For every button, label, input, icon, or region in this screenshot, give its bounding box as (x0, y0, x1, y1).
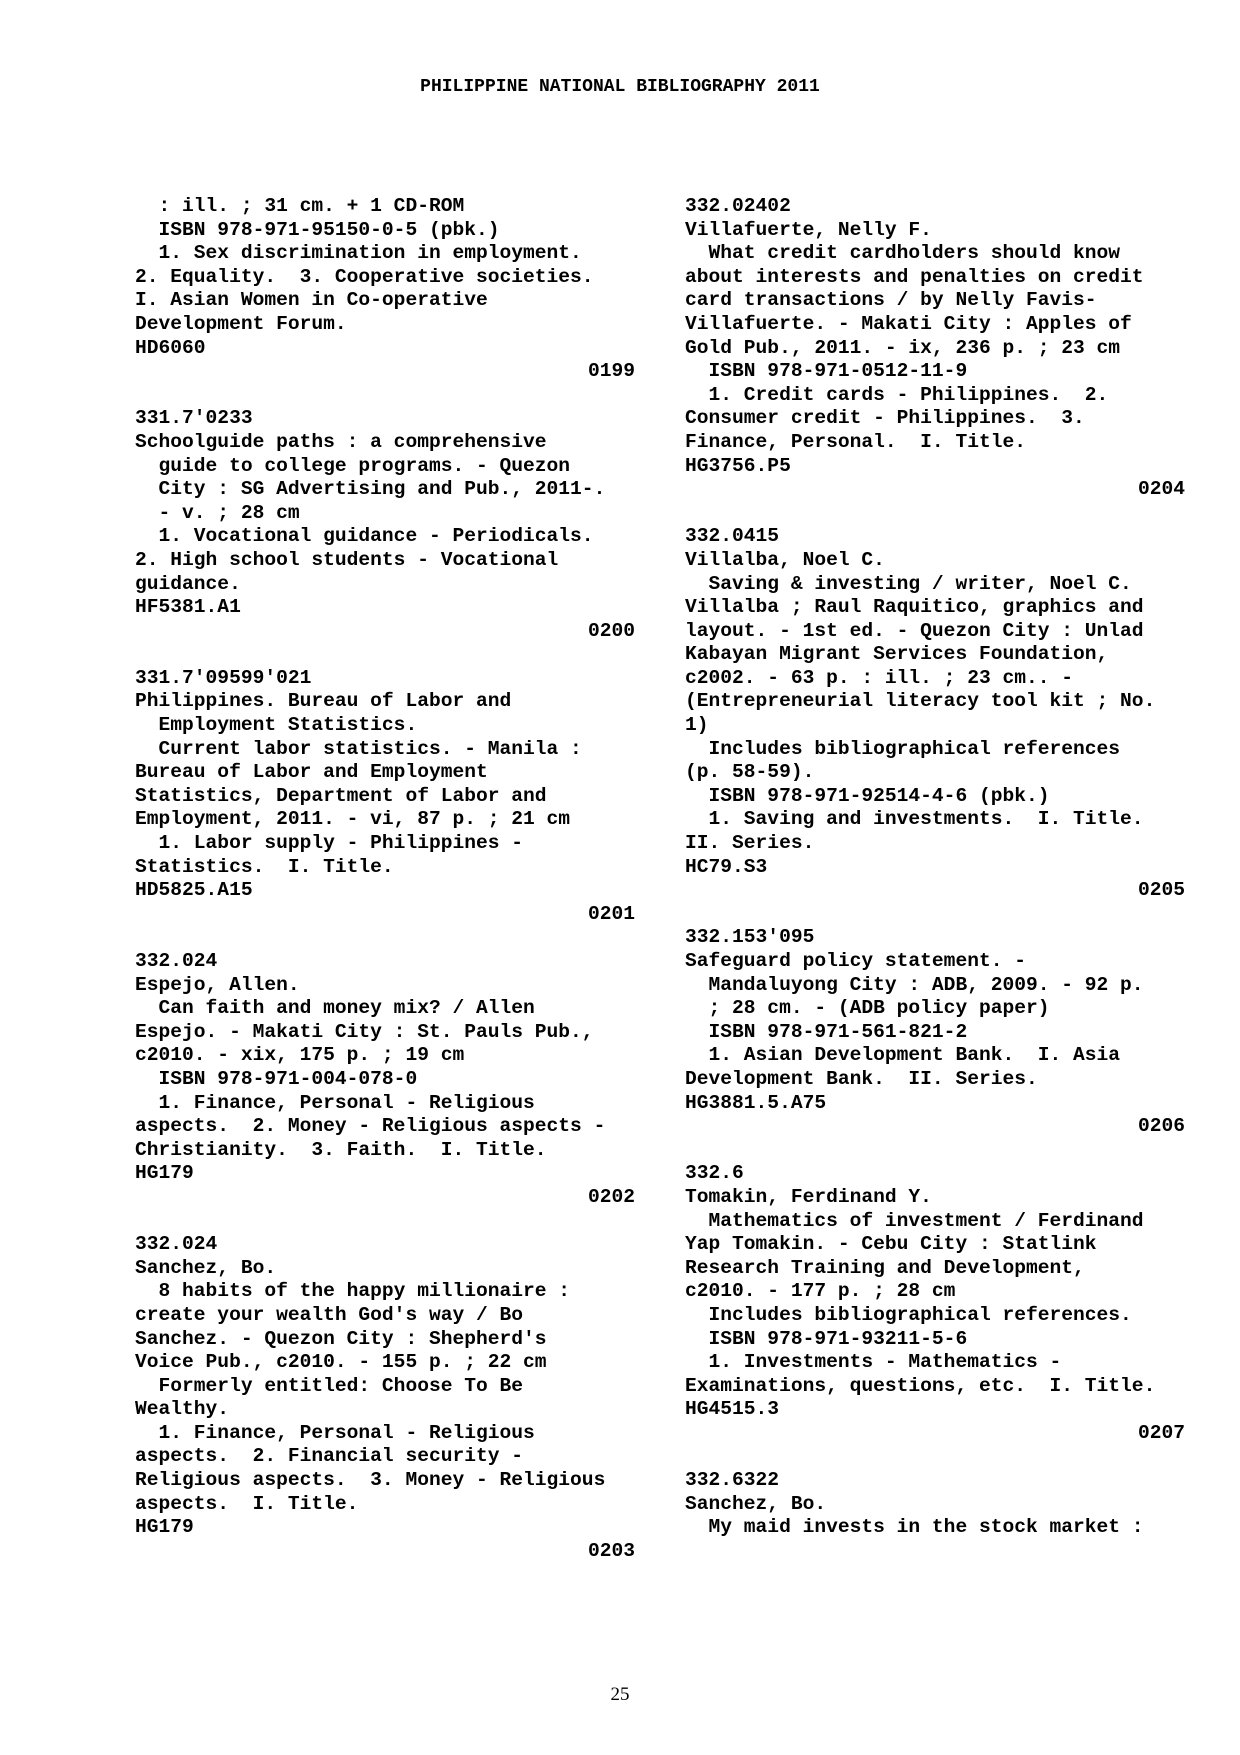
entry-line: ISBN 978-971-0512-11-9 (685, 360, 968, 383)
entry-spacer (685, 1445, 1185, 1469)
bibliography-entry (135, 667, 635, 950)
entry-number: 0202 (587, 1185, 635, 1208)
entry-line: Safeguard policy statement. - (685, 950, 1026, 972)
entry-line: 1) (685, 714, 709, 737)
entry-number: 0206 (1137, 1115, 1185, 1138)
entry-line: Development Bank. II. Series. (685, 1067, 1038, 1090)
entry-line: Religious aspects. 3. Money - Religious (135, 1469, 606, 1492)
entry-line: Examinations, questions, etc. I. Title. (685, 1374, 1156, 1397)
entry-line: 1. Asian Development Bank. I. Asia (685, 1044, 1121, 1067)
entry-line: 8 habits of the happy millionaire : (135, 1280, 571, 1303)
entry-line: 1. Finance, Personal - Religious (135, 1091, 535, 1114)
entry-line: ; 28 cm. - (ADB policy paper) (685, 997, 1050, 1020)
entry-line: Employment Statistics. (135, 714, 418, 737)
entry-line: (p. 58-59). (685, 761, 815, 784)
entry-line: guidance. (135, 572, 241, 595)
entry-line: 332.024 (135, 1233, 218, 1256)
entry-line: ISBN 978-971-004-078-0 (135, 1067, 418, 1090)
entry-line: HG4515.3 (685, 1398, 780, 1421)
entry-number: 0207 (1137, 1421, 1185, 1444)
bibliography-entry (685, 525, 1185, 926)
entry-line: Sanchez, Bo. (685, 1492, 827, 1515)
entry-line: My maid invests in the stock market : (685, 1516, 1144, 1539)
entry-line: aspects. I. Title. (135, 1492, 359, 1515)
entry-line: Wealthy. (135, 1398, 230, 1421)
entry-line: HD5825.A15 (135, 879, 253, 902)
entry-line: create your wealth God's way / Bo (135, 1303, 524, 1326)
entry-spacer (135, 926, 635, 950)
entry-line: aspects. 2. Financial security - (135, 1445, 524, 1468)
entry-line: I. Asian Women in Co-operative (135, 289, 488, 312)
entry-line: ISBN 978-971-92514-4-6 (pbk.) (685, 784, 1050, 807)
entry-line: (Entrepreneurial literacy tool kit ; No. (685, 690, 1156, 713)
entry-line: 332.153'095 (685, 926, 815, 949)
entry-line: Consumer credit - Philippines. 3. (685, 407, 1085, 430)
entry-line: 332.024 (135, 950, 218, 972)
entry-line: Development Forum. (135, 312, 347, 335)
entry-line: layout. - 1st ed. - Quezon City : Unlad (685, 619, 1144, 642)
entry-line: What credit cardholders should know (685, 242, 1121, 265)
entry-line: ISBN 978-971-561-821-2 (685, 1020, 968, 1043)
entry-line: 332.02402 (685, 195, 791, 217)
entry-line: HD6060 (135, 336, 206, 359)
entry-line: HG3881.5.A75 (685, 1091, 827, 1114)
entry-line: guide to college programs. - Quezon (135, 454, 571, 477)
entry-line: Villalba ; Raul Raquitico, graphics and (685, 596, 1144, 619)
entry-line: Research Training and Development, (685, 1256, 1085, 1279)
entry-number: 0203 (587, 1539, 635, 1562)
entry-line: ISBN 978-971-95150-0-5 (pbk.) (135, 218, 500, 241)
entry-line: Can faith and money mix? / Allen (135, 997, 535, 1020)
entry-line: Statistics, Department of Labor and (135, 784, 547, 807)
entry-line: Mandaluyong City : ADB, 2009. - 92 p. (685, 973, 1144, 996)
entry-spacer (135, 1210, 635, 1234)
entry-line: 2. High school students - Vocational (135, 548, 559, 571)
entry-line: 332.6322 (685, 1469, 780, 1492)
entry-line: 1. Finance, Personal - Religious (135, 1421, 535, 1444)
entry-line: Espejo. - Makati City : St. Pauls Pub., (135, 1020, 594, 1043)
entry-line: Gold Pub., 2011. - ix, 236 p. ; 23 cm (685, 336, 1121, 359)
entry-line: City : SG Advertising and Pub., 2011-. (135, 478, 606, 501)
bibliography-entry (135, 407, 635, 667)
entry-line: 1. Vocational guidance - Periodicals. (135, 525, 594, 548)
entry-line: Bureau of Labor and Employment (135, 761, 488, 784)
entry-line: Formerly entitled: Choose To Be (135, 1374, 524, 1397)
entry-spacer (135, 1563, 635, 1587)
entry-spacer (685, 903, 1185, 927)
page-header: PHILIPPINE NATIONAL BIBLIOGRAPHY 2011 (420, 77, 820, 97)
entry-line: 332.0415 (685, 525, 780, 548)
entry-line: Yap Tomakin. - Cebu City : Statlink (685, 1233, 1097, 1256)
entry-line: Includes bibliographical references (685, 737, 1121, 760)
bibliography-entry (135, 950, 635, 1233)
entry-line: Kabayan Migrant Services Foundation, (685, 643, 1109, 666)
entry-line: Espejo, Allen. (135, 973, 300, 996)
entry-line: HG179 (135, 1516, 194, 1539)
entry-line: c2002. - 63 p. : ill. ; 23 cm.. - (685, 666, 1074, 689)
entry-line: Christianity. 3. Faith. I. Title. (135, 1138, 547, 1161)
entry-spacer (135, 384, 635, 408)
entry-line: Statistics. I. Title. (135, 855, 394, 878)
entry-line: 332.6 (685, 1162, 744, 1185)
bibliography-entry (135, 1233, 635, 1587)
entry-line: Employment, 2011. - vi, 87 p. ; 21 cm (135, 808, 571, 831)
entry-line: c2010. - 177 p. ; 28 cm (685, 1280, 956, 1303)
bibliography-entry (685, 195, 1185, 525)
entry-line: 2. Equality. 3. Cooperative societies. (135, 265, 594, 288)
entry-line: 331.7'09599'021 (135, 666, 312, 689)
entry-spacer (685, 1139, 1185, 1163)
entry-line: HC79.S3 (685, 855, 768, 878)
entry-line: 1. Investments - Mathematics - (685, 1351, 1062, 1374)
entry-line: Schoolguide paths : a comprehensive (135, 430, 547, 453)
entry-number: 0205 (1137, 879, 1185, 902)
bibliography-entry (685, 1469, 1185, 1540)
entry-line: HF5381.A1 (135, 596, 241, 619)
entry-line: Villafuerte, Nelly F. (685, 218, 932, 241)
entry-line: Villafuerte. - Makati City : Apples of (685, 312, 1132, 335)
entry-line: Villalba, Noel C. (685, 548, 885, 571)
entry-line: HG179 (135, 1162, 194, 1185)
entry-line: about interests and penalties on credit (685, 265, 1144, 288)
entry-number: 0201 (587, 902, 635, 925)
entry-line: c2010. - xix, 175 p. ; 19 cm (135, 1044, 465, 1067)
entry-line: Includes bibliographical references. (685, 1303, 1132, 1326)
entry-line: 331.7'0233 (135, 407, 253, 430)
entry-line: Voice Pub., c2010. - 155 p. ; 22 cm (135, 1351, 547, 1374)
entry-line: 1. Labor supply - Philippines - (135, 832, 524, 855)
entry-line: card transactions / by Nelly Favis- (685, 289, 1097, 312)
entry-number: 0199 (587, 360, 635, 383)
entry-line: aspects. 2. Money - Religious aspects - (135, 1115, 606, 1138)
entry-number: 0204 (1137, 478, 1185, 501)
entry-line: 1. Credit cards - Philippines. 2. (685, 383, 1109, 406)
entry-line: Current labor statistics. - Manila : (135, 737, 582, 760)
page-number: 25 (610, 1684, 630, 1705)
entry-number: 0200 (587, 619, 635, 642)
right-column (685, 195, 1185, 1540)
entry-line: Sanchez. - Quezon City : Shepherd's (135, 1327, 547, 1350)
entry-line: 1. Sex discrimination in employment. (135, 242, 582, 265)
bibliography-entry (685, 1162, 1185, 1469)
entry-line: - v. ; 28 cm (135, 501, 300, 524)
bibliography-entry (685, 926, 1185, 1162)
entry-line: Sanchez, Bo. (135, 1256, 277, 1279)
entry-spacer (685, 502, 1185, 526)
entry-line: Saving & investing / writer, Noel C. (685, 572, 1132, 595)
entry-line: II. Series. (685, 832, 815, 855)
entry-line: Finance, Personal. I. Title. (685, 430, 1026, 453)
entry-line: HG3756.P5 (685, 454, 791, 477)
entry-line: Philippines. Bureau of Labor and (135, 690, 512, 713)
entry-spacer (135, 643, 635, 667)
entry-line: : ill. ; 31 cm. + 1 CD-ROM (135, 195, 465, 217)
left-column (135, 195, 635, 1587)
entry-line: Mathematics of investment / Ferdinand (685, 1209, 1144, 1232)
entry-line: 1. Saving and investments. I. Title. (685, 808, 1144, 831)
entry-line: ISBN 978-971-93211-5-6 (685, 1327, 968, 1350)
bibliography-entry (135, 195, 635, 407)
entry-line: Tomakin, Ferdinand Y. (685, 1185, 932, 1208)
